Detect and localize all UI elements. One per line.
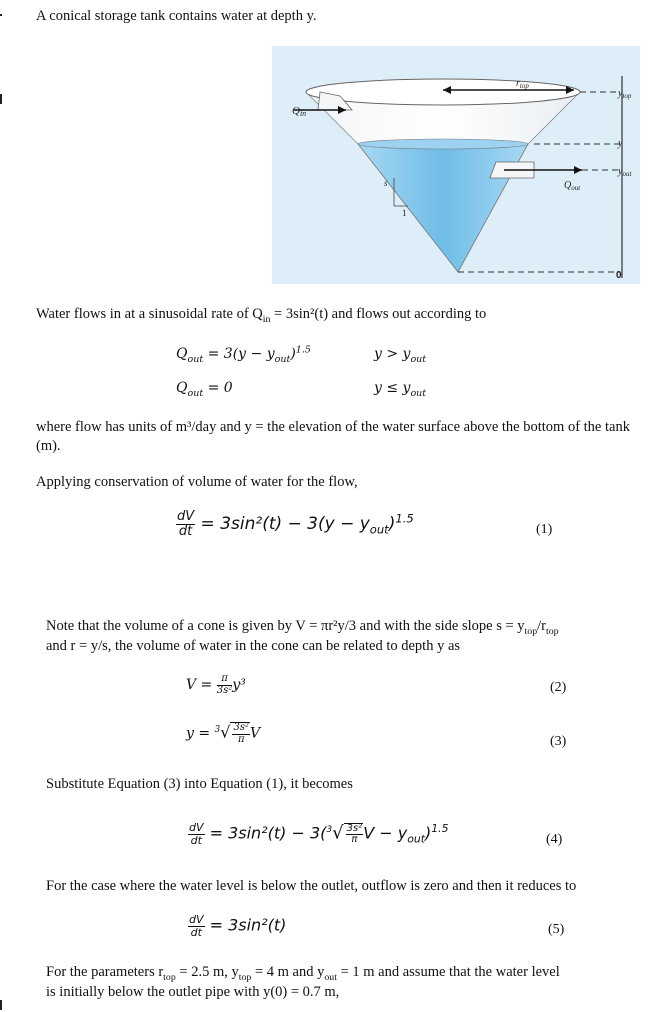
conical-tank-diagram	[272, 46, 640, 284]
outflow-equation-2: $Q_{out} = 0$	[176, 380, 233, 399]
label-y-out: $y_{out}$	[618, 166, 632, 178]
inflow-description: Water flows in at a sinusoidal rate of $Q_{in} = 3\sin^2(t)$ and flows out according to	[36, 306, 487, 325]
intro-text: A conical storage tank contains water at depth y.	[36, 8, 317, 24]
label-s: s	[384, 178, 388, 188]
equation-4-number: (4)	[546, 832, 563, 847]
equation-1: $\frac{dV}{dt}$ = $3\sin^2(t) - 3(y - y_{out})^{1.5}$	[177, 509, 414, 539]
water-surface	[358, 139, 528, 149]
outflow-condition-2: $y \le y_{out}$	[374, 380, 427, 399]
outflow-equation-1: $Q_{out} = 3(y - y_{out})^{1.5}$	[176, 344, 311, 365]
outflow-condition-1: $y > y_{out}$	[374, 346, 427, 365]
parameters-text-line1: For the parameters $r_{top} = 2.5$ m, $y_{top} = 4$ m and $y_{out} = 1$ m and assume that the water level	[46, 964, 560, 983]
reduced-case-text: For the case where the water level is below the outlet, outflow is zero and then it reduces to	[46, 878, 577, 894]
cone-volume-note-line2: and r = y/s, the volume of water in the cone can be related to depth y as	[46, 638, 461, 654]
equation-2: V = $\frac{\pi}{\text{3s²}}$ y³	[186, 673, 246, 696]
conservation-intro: Applying conservation of volume of water for the flow,	[36, 474, 358, 490]
equation-3-number: (3)	[550, 734, 567, 749]
label-q-out: $Q_{out}$	[564, 180, 581, 192]
margin-mark-mid	[0, 94, 2, 104]
cone-top-rim	[306, 79, 580, 105]
substitution-text: Substitute Equation (3) into Equation (1), it becomes	[46, 776, 353, 792]
margin-mark-top	[0, 14, 2, 16]
units-description: where flow has units of m³/day and y = the elevation of the water surface above the bottom of the tank (m).	[36, 419, 630, 454]
equation-5-number: (5)	[548, 922, 565, 937]
margin-mark-bottom	[0, 1000, 2, 1010]
label-one: 1	[402, 208, 407, 218]
equation-5: $\frac{dV}{dt}$ = 3sin²(t)	[189, 913, 287, 939]
parameters-text-line2: is initially below the outlet pipe with y(0) = 0.7 m,	[46, 984, 340, 1000]
equation-2-number: (2)	[550, 680, 567, 695]
equation-1-number: (1)	[536, 522, 553, 537]
label-q-in: Qin	[292, 105, 307, 118]
equation-3: y = $^3$√ $\frac{\text{3s²}}{\pi}$ V	[186, 722, 261, 745]
label-zero: 0	[616, 270, 622, 281]
equation-4: $\frac{dV}{dt}$ = 3sin²(t) − 3($^3$√ $\frac{\text{3s²}}{\pi}$ $V - y_{out})^{1.5}$	[189, 821, 449, 847]
label-r-top: $r_{top}$	[516, 78, 529, 90]
label-y: y	[618, 138, 623, 149]
label-y-top: $y_{top}$	[618, 88, 632, 100]
cone-volume-note-line1: Note that the volume of a cone is given by V = πr²y/3 and with the side slope $s = y_{top}/r_{top}$	[46, 618, 559, 637]
